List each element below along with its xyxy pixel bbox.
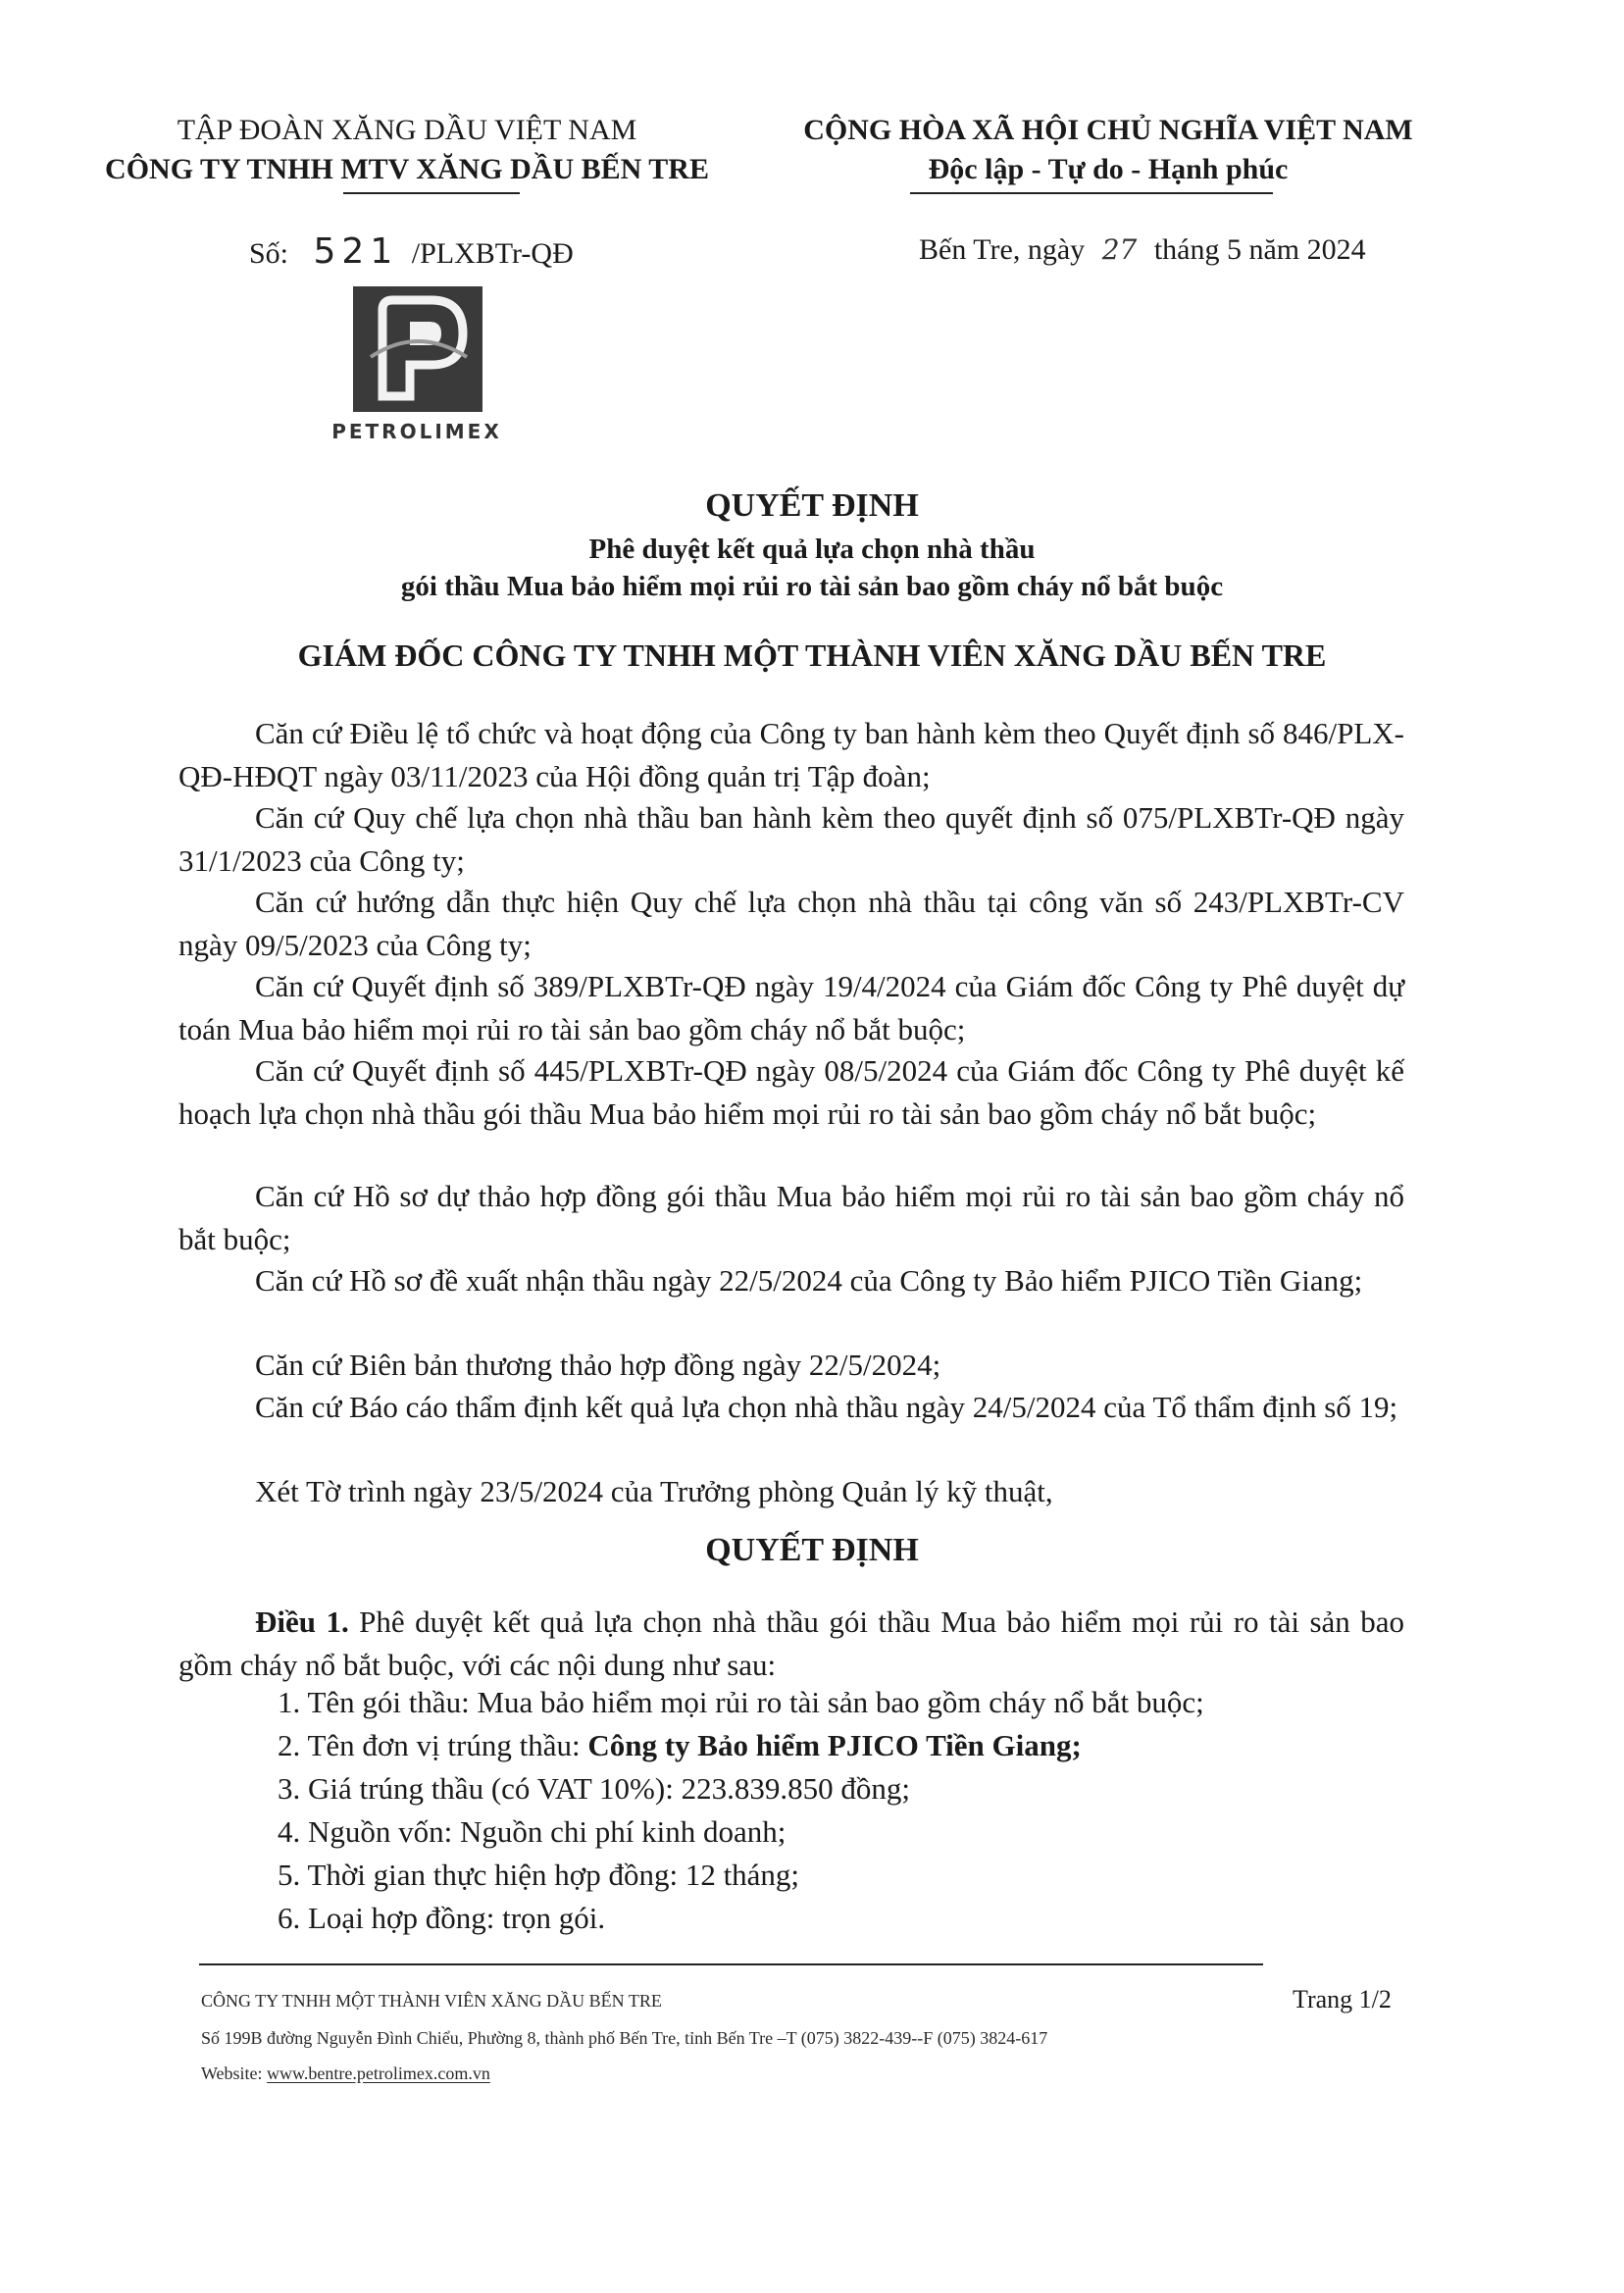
footer-website-link[interactable]: www.bentre.petrolimex.com.vn [267, 2064, 490, 2083]
title-sub2: gói thầu Mua bảo hiểm mọi rủi ro tài sản bao gồm cháy nổ bắt buộc [400, 571, 1224, 602]
document-number [249, 231, 574, 272]
logo-text: PETROLIMEX [331, 420, 502, 443]
date-handwritten-day: 27 [1101, 233, 1138, 266]
decision-heading: QUYẾT ĐỊNH [705, 1532, 919, 1568]
number-prefix: Số: [249, 237, 289, 270]
basis-1: Căn cứ Điều lệ tổ chức và hoạt động của Công ty ban hành kèm theo Quyết định số 846/PLX-QĐ-HĐQT ngày 03/11/2023 của Hội đồng quản trị Tập đoàn; [178, 716, 1404, 793]
document-date [919, 233, 1366, 267]
basis-2: Căn cứ Quy chế lựa chọn nhà thầu ban hành kèm theo quyết định số 075/PLXBTr-QĐ ngày 31/1/2023 của Công ty; [178, 800, 1404, 878]
footer-address: Số 199B đường Nguyễn Đình Chiểu, Phường 8, thành phố Bến Tre, tỉnh Bến Tre –T (075) 3822-439--F (075) 3824-617 [201, 2028, 1048, 2048]
article-1-item-1: 1. Tên gói thầu: Mua bảo hiểm mọi rủi ro tài sản bao gồm cháy nổ bắt buộc; [278, 1685, 1204, 1719]
national-motto-title: CỘNG HÒA XÃ HỘI CHỦ NGHĨA VIỆT NAM [803, 114, 1413, 146]
article-1-label: Điều 1. [255, 1605, 349, 1639]
article-1-text: Phê duyệt kết quả lựa chọn nhà thầu gói thầu Mua bảo hiểm mọi rủi ro tài sản bao gồm cháy nổ bắt buộc, với các nội dung như sau: [178, 1605, 1404, 1682]
basis-5: Căn cứ Quyết định số 445/PLXBTr-QĐ ngày 08/5/2024 của Giám đốc Công ty Phê duyệt kế hoạch lựa chọn nhà thầu gói thầu Mua bảo hiểm mọi rủi ro tài sản bao gồm cháy nổ bắt buộc; [178, 1053, 1404, 1131]
basis-3: Căn cứ hướng dẫn thực hiện Quy chế lựa chọn nhà thầu tại công văn số 243/PLXBTr-CV ngày 09/5/2023 của Công ty; [178, 885, 1404, 962]
petrolimex-logo-icon [353, 286, 482, 412]
article-1-item-6: 6. Loại hợp đồng: trọn gói. [278, 1901, 606, 1935]
basis-4: Căn cứ Quyết định số 389/PLXBTr-QĐ ngày 19/4/2024 của Giám đốc Công ty Phê duyệt dự toán Mua bảo hiểm mọi rủi ro tài sản bao gồm cháy nổ bắt buộc; [178, 969, 1404, 1046]
title-main: QUYẾT ĐỊNH [705, 487, 919, 524]
basis-6: Căn cứ Hồ sơ dự thảo hợp đồng gói thầu Mua bảo hiểm mọi rủi ro tài sản bao gồm cháy nổ bắt buộc; [178, 1179, 1404, 1256]
basis-10: Xét Tờ trình ngày 23/5/2024 của Trưởng phòng Quản lý kỹ thuật, [255, 1474, 1053, 1508]
number-suffix: /PLXBTr-QĐ [411, 237, 574, 270]
footer-company: CÔNG TY TNHH MỘT THÀNH VIÊN XĂNG DẦU BẾN TRE [201, 1991, 662, 2011]
authority-heading: GIÁM ĐỐC CÔNG TY TNHH MỘT THÀNH VIÊN XĂNG DẦU BẾN TRE [297, 637, 1327, 673]
article-1-item-4: 4. Nguồn vốn: Nguồn chi phí kinh doanh; [278, 1814, 787, 1849]
date-suffix: tháng 5 năm 2024 [1153, 233, 1366, 266]
basis-8: Căn cứ Biên bản thương thảo hợp đồng ngày 22/5/2024; [255, 1348, 941, 1382]
date-prefix: Bến Tre, ngày [919, 233, 1086, 266]
header-right-underline [910, 192, 1273, 194]
footer-website-label: Website: [201, 2064, 263, 2083]
article-1-item-2: 2. Tên đơn vị trúng thầu: Công ty Bảo hiểm PJICO Tiền Giang; [278, 1728, 1082, 1762]
footer-divider [199, 1963, 1263, 1965]
basis-9: Căn cứ Báo cáo thẩm định kết quả lựa chọn nhà thầu ngày 24/5/2024 của Tổ thẩm định số 19; [255, 1390, 1398, 1424]
title-sub1: Phê duyệt kết quả lựa chọn nhà thầu [588, 534, 1036, 565]
header-left-underline [343, 192, 520, 194]
number-handwritten: 521 [313, 231, 399, 272]
article-1-item-3: 3. Giá trúng thầu (có VAT 10%): 223.839.850 đồng; [278, 1771, 910, 1806]
org-parent-name: TẬP ĐOÀN XĂNG DẦU VIỆT NAM [177, 114, 637, 146]
national-motto-subtitle: Độc lập - Tự do - Hạnh phúc [928, 153, 1289, 185]
footer-website-line [201, 2064, 490, 2084]
footer-page-number: Trang 1/2 [1293, 1985, 1392, 2013]
org-company-name: CÔNG TY TNHH MTV XĂNG DẦU BẾN TRE [105, 153, 709, 185]
article-1-item-5: 5. Thời gian thực hiện hợp đồng: 12 tháng; [278, 1858, 800, 1892]
article-1 [178, 1601, 1404, 1687]
basis-7: Căn cứ Hồ sơ đề xuất nhận thầu ngày 22/5/2024 của Công ty Bảo hiểm PJICO Tiền Giang; [255, 1263, 1363, 1298]
